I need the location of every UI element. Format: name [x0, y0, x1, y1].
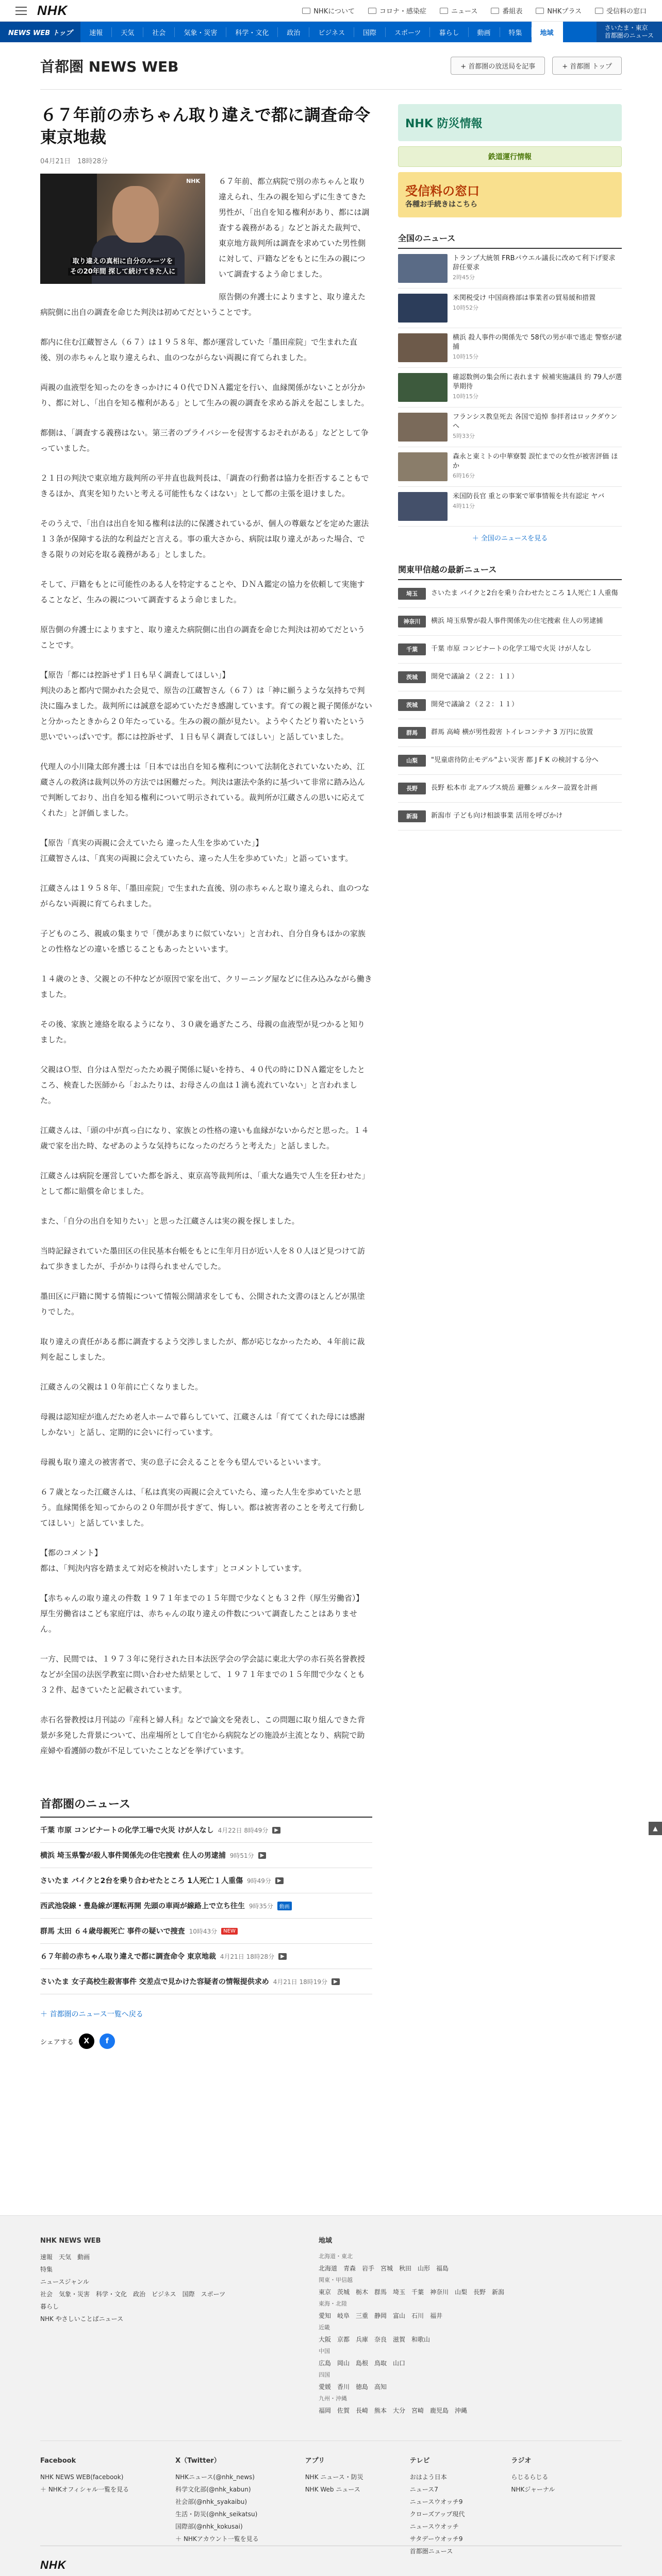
footer-social-link[interactable]: NHKジャーナル	[511, 2486, 555, 2493]
article-paragraph: 都内に住む江蔵智さん（６７）は１９５８年、都が運営していた「墨田産院」で生まれた直後、別の赤ちゃんと取り違えられ、血のつながらない両親に育てられました。	[40, 337, 358, 363]
top-links	[302, 6, 647, 15]
article-paragraph: 江蔵さんは病院を運営していた都を訴え、東京高等裁判所は、「重大な過失で人生を狂わせた」として都に賠償を命じました。	[40, 1171, 370, 1196]
link-icon	[491, 8, 499, 14]
footer-link[interactable]: 特集	[40, 2266, 53, 2273]
main-nav	[0, 22, 662, 42]
news-text	[453, 373, 622, 402]
prefecture-label: 神奈川	[398, 616, 426, 628]
news-headline: 確認数例の集会所に表れます 候補実施議員 約 79人が選挙期待	[453, 374, 622, 391]
article-paragraph: 江蔵さんの父親は１０年前に亡くなりました。	[40, 1382, 203, 1392]
article-paragraph: ６７歳となった江蔵さんは、「私は真実の両親に会えていたら、違った人生を歩めていたと思う。血縁関係を知ってからの２０年間が長すぎて、悔しい。都は被害者のことを考えて行動してほしい」と話していました。	[40, 1487, 365, 1528]
share-bar	[40, 2033, 372, 2049]
nav-item[interactable]: 国際	[354, 27, 386, 37]
article-paragraph: その後、家族と連絡を取るようになり、３０歳を過ぎたころ、母親の血液型が見つかると知りました。	[40, 1020, 366, 1045]
article-title: ６７年前の赤ちゃん取り違えで都に調査命令 東京地裁	[40, 105, 371, 147]
link-icon	[536, 8, 544, 14]
article-paragraph: １４歳のとき、父親との不仲などが原因で家を出て、クリーニング屋などに住み込みながら働きました。	[40, 974, 372, 999]
facebook-share-icon[interactable]: f	[100, 2033, 115, 2049]
prefecture-label: 新潟	[398, 810, 426, 822]
article-paragraph: 一方、民間では、１９７３年に発行された日本法医学会の学会誌に東北大学の赤石英名誉教授などが全国の法医学教室に問い合わせた結果として、１９７１年までの１５年間で少なくとも３２件、起きていたと記載されています。	[40, 1654, 366, 1695]
news-headline: "児童虐待防止モデル"よい災害 都 J F K の検討する分へ	[431, 756, 599, 765]
nav-item[interactable]: 動画	[469, 27, 500, 37]
nav-item[interactable]: 速報	[80, 27, 112, 37]
national-news-item[interactable]	[398, 408, 622, 447]
link-icon	[595, 8, 603, 14]
news-text	[453, 452, 622, 481]
shuto-news-list	[40, 1818, 372, 1994]
photo-caption	[40, 257, 205, 277]
video-icon: ▶	[272, 1827, 280, 1834]
share-label: シェアする	[40, 2038, 74, 2046]
national-news-item[interactable]	[398, 368, 622, 408]
footer-social-link[interactable]: ＋ NHKアカウント一覧を見る	[175, 2535, 259, 2543]
nav-item[interactable]: 天気	[112, 27, 143, 37]
news-thumbnail	[398, 452, 448, 481]
shuto-news-more-link[interactable]: ＋ 首都圏のニュース一覧へ戻る	[40, 2010, 143, 2019]
link-icon	[368, 8, 376, 14]
local-news-list	[398, 580, 622, 831]
top-link-label: ニュース	[451, 8, 478, 15]
footer-social-col	[175, 2454, 259, 2557]
news-headline: 新潟市 子ども向け相談事業 活用を呼びかけ	[431, 812, 563, 820]
video-icon: ▶	[275, 1877, 284, 1884]
footer-news-col	[40, 2234, 288, 2417]
article-paragraph: 江蔵さんは、「頭の中が真っ白になり、家族との性格の違いも血縁がないからだと思った。１４歳で家を出た時、なぜあのような気持ちになったのだろうと考えた」と話しました。	[40, 1126, 369, 1151]
news-list-item[interactable]	[40, 1919, 372, 1944]
top-link[interactable]	[440, 6, 477, 15]
nav-item[interactable]: 地域	[532, 22, 563, 42]
news-date: 10時52分	[453, 304, 478, 312]
local-news-item[interactable]	[398, 608, 622, 636]
footer-social-title: Facebook	[40, 2457, 76, 2465]
article-paragraph: 都側は、「調査する義務はない。第三者のプライバシーを侵害するおそれがある」などとして争っていました。	[40, 428, 369, 453]
footer-social-link[interactable]: NHK Web ニュース	[305, 2486, 360, 2493]
news-date: 4月21日 18時28分	[220, 1953, 275, 1960]
news-date: 4月21日 18時19分	[273, 1978, 328, 1986]
news-list-item[interactable]	[40, 1893, 372, 1919]
news-text	[453, 413, 622, 442]
footer-social-link[interactable]: ＋ NHKオフィシャル一覧を見る	[40, 2486, 129, 2493]
footer-region-heading: 東海・北陸	[319, 2300, 347, 2307]
nav-item[interactable]: 気象・災害	[175, 27, 226, 37]
footer-social-link[interactable]: NHK ニュース・防災	[305, 2473, 363, 2481]
article-paragraph: 取り違えの責任がある都に調査するよう交渉しましたが、都が応じなかったため、４年前に裁判を起こしました。	[40, 1337, 365, 1362]
x-share-icon[interactable]: X	[79, 2033, 94, 2049]
footer-social-link[interactable]: 科学文化部(@nhk_kabun)	[175, 2486, 251, 2493]
region-stations-button[interactable]: + 首都圏の放送局を記事	[451, 57, 545, 75]
news-thumbnail	[398, 373, 448, 402]
news-headline: ６７年前の赤ちゃん取り違えで都に調査命令 東京地裁	[40, 1953, 216, 1961]
footer-region-heading: 北海道・東北	[319, 2253, 353, 2260]
news-thumbnail	[398, 294, 448, 323]
jushinryo-title: 受信料の窓口	[405, 183, 479, 198]
footer-region-heading: 九州・沖縄	[319, 2395, 347, 2402]
news-date: 6時16分	[453, 472, 475, 480]
news-list-item[interactable]	[40, 1969, 372, 1994]
train-info-label: 鉄道運行情報	[488, 153, 532, 161]
local-news-item[interactable]	[398, 775, 622, 803]
video-icon: ▶	[258, 1852, 267, 1859]
nav-item[interactable]: 科学・文化	[226, 27, 278, 37]
footer-social-link[interactable]: クローズアップ現代	[409, 2511, 465, 2518]
news-headline: さいたま 女子高校生殺害事件 交差点で見かけた容疑者の情報提供求め	[40, 1978, 269, 1987]
news-headline: 米国防長官 重との事案で軍事情報を共有認定 ヤバ	[453, 493, 605, 500]
prefecture-label: 千葉	[398, 643, 426, 655]
news-text	[453, 294, 595, 323]
footer-social-link[interactable]: 生活・防災(@nhk_seikatsu)	[175, 2511, 258, 2518]
local-news-item[interactable]	[398, 719, 622, 747]
news-text	[453, 333, 622, 362]
nav-item[interactable]: スポーツ	[386, 27, 430, 37]
footer-social-link[interactable]: ニュース7	[409, 2486, 438, 2493]
footer-region-links[interactable]: 福岡 佐賀 長崎 熊本 大分 宮崎 鹿児島 沖縄	[319, 2407, 468, 2414]
link-icon	[302, 8, 310, 14]
news-headline: トランプ大統領 FRBパウエル議長に改めて利下げ要求 辞任要求	[453, 255, 616, 272]
news-thumbnail	[398, 413, 448, 442]
footer-social-link[interactable]: サタデーウオッチ9	[409, 2535, 463, 2543]
footer-social-col	[305, 2454, 363, 2557]
top-link-label: 受信料の窓口	[606, 8, 647, 15]
news-date: 9時51分	[229, 1852, 254, 1859]
prefecture-label: 埼玉	[398, 588, 426, 600]
footer-social-link[interactable]: らじるらじる	[511, 2473, 549, 2481]
footer-region-title: 地域	[319, 2237, 333, 2245]
national-news-title: 全国のニュース	[398, 232, 622, 249]
region-selector-line: 首都圏のニュース	[604, 32, 654, 39]
footer-link[interactable]: ニュースジャンル	[40, 2278, 89, 2285]
nav-item[interactable]: 暮らし	[430, 27, 468, 37]
national-more-link[interactable]: ＋ 全国のニュースを見る	[472, 535, 548, 543]
article-paragraph: 【都のコメント】 都は、「判決内容を踏まえて対応を検討いたします」とコメントしています。	[40, 1548, 307, 1573]
footer-region-col	[319, 2234, 607, 2417]
news-headline: 千葉 市原 コンビナートの化学工場で火災 けが人なし	[40, 1826, 214, 1835]
news-headline: さいたま バイクと2台を乗り合わせたところ 1人死亡１人重傷	[40, 1877, 243, 1886]
news-date: 9時49分	[246, 1877, 271, 1885]
footer	[0, 2215, 662, 2576]
top-bar	[0, 0, 662, 22]
nav-item[interactable]: 特集	[500, 27, 532, 37]
news-headline: さいたま バイクと2台を乗り合わせたところ 1人死亡１人重傷	[431, 589, 618, 598]
nav-brand[interactable]: NEWS WEB トップ	[0, 22, 80, 42]
sidebar	[398, 104, 622, 2064]
footer-link[interactable]: 社会 気象・災害 科学・文化 政治 ビジネス 国際 スポーツ	[40, 2291, 226, 2298]
news-tag: NEW	[221, 1928, 238, 1935]
nhk-logo[interactable]: NHK	[37, 3, 68, 18]
jushinryo-sub: 各種お手続きはこちら	[405, 200, 477, 209]
article-paragraph: 母親も取り違えの被害者で、実の息子に会えることを今も望んでいるといいます。	[40, 1458, 326, 1467]
footer-region-links[interactable]: 愛知 岐阜 三重 静岡 富山 石川 福井	[319, 2312, 443, 2319]
news-headline: 横浜 埼玉県警が殺人事件関係先の住宅捜索 住人の男逮捕	[40, 1852, 226, 1860]
news-headline: 森永と東ミトの中華寮製 誤忙までの女性が被害評価 ほか	[453, 453, 618, 470]
top-link[interactable]	[302, 6, 355, 15]
article-paragraph: 子どものころ、親戚の集まりで「僕があまりに似ていない」と言われ、自分自身もほかの家族との性格などの違いを感じることもあったといいます。	[40, 929, 366, 954]
footer-link[interactable]: NHK やさしいことばニュース	[40, 2315, 124, 2323]
top-link-label: コロナ・感染症	[379, 8, 426, 15]
footer-region-links[interactable]: 東京 茨城 栃木 群馬 埼玉 千葉 神奈川 山梨 長野 新潟	[319, 2289, 505, 2296]
article-paragraph: 父親はＯ型、自分はＡ型だったため親子関係に疑いを持ち、４０代の時にＤＮＡ鑑定をしたところ、検査した医師から「おふたりは、お母さんの血は１滴も流れていない」と言われました。	[40, 1065, 366, 1106]
footer-social-col	[40, 2454, 129, 2557]
article-paragraph: 【赤ちゃんの取り違えの件数 １９７１年までの１５年間で少なくとも３２件（厚生労働省）】 厚生労働省はこども家庭庁は、赤ちゃんの取り違えの件数について調査したことはありません。	[40, 1594, 364, 1634]
bousai-banner[interactable]	[398, 104, 622, 141]
local-news-item[interactable]	[398, 747, 622, 775]
article-photo[interactable]	[40, 174, 205, 284]
top-link[interactable]	[368, 6, 426, 15]
article-paragraph: 両親の血液型を知ったのをきっかけに４０代でＤＮＡ鑑定を行い、血縁関係がないことが分かり、都に対し、「出自を知る権利がある」として生みの親の調査を求める訴えを起こしました。	[40, 383, 369, 408]
footer-social-link[interactable]: 首都圏ニュース	[409, 2548, 453, 2555]
news-date: 4月22日 8時49分	[218, 1826, 269, 1834]
article	[40, 104, 372, 2064]
footer-social-col	[410, 2454, 465, 2557]
article-paragraph: 墨田区に戸籍に関する情報について情報公開請求をしても、公開された文書のほとんどが黒塗りでした。	[40, 1292, 365, 1317]
article-paragraph: そのうえで、「出自は出自を知る権利は法的に保護されているが、個人の尊厳などを定めた憲法１３条が保障する法的な利益だと言える。事の重大さから、病院は取り違えがあった場合、できる限りの対応を取る義務がある」としました。	[40, 519, 369, 560]
footer-social-col	[511, 2454, 555, 2557]
caption-line: その20年間 探して続けてきた人に	[68, 268, 178, 276]
national-news-item[interactable]	[398, 447, 622, 487]
news-date: 10時43分	[189, 1927, 218, 1935]
news-thumbnail	[398, 492, 448, 521]
footer-link[interactable]: 速報 天気 動画	[40, 2253, 90, 2261]
back-to-top-button[interactable]: ▲	[649, 1822, 662, 1835]
prefecture-label: 長野	[398, 783, 426, 794]
news-date: 10時15分	[453, 353, 478, 361]
prefecture-label: 茨城	[398, 699, 426, 711]
footer-social-link[interactable]: 社会部(@nhk_syakaibu)	[175, 2498, 247, 2505]
national-news-list	[398, 249, 622, 527]
national-news-item[interactable]	[398, 487, 622, 527]
footer-social-link[interactable]: NHKニュース(@nhk_news)	[175, 2473, 255, 2481]
local-news-item[interactable]	[398, 664, 622, 691]
news-headline: 開発で議論２（２２：１１）	[431, 673, 519, 681]
section-title[interactable]: 首都圏 NEWS WEB	[40, 58, 179, 75]
local-news-item[interactable]	[398, 580, 622, 608]
footer-region-heading: 四国	[319, 2371, 330, 2378]
top-link[interactable]	[595, 6, 647, 15]
article-paragraph: ６７年前、都立病院で別の赤ちゃんと取り違えられ、生みの親を知らずに生きてきた男性が、「出自を知る権利があり、都には調査する義務がある」などと訴えた裁判で、東京地方裁判所は調査を求めていた男性側に対して、戸籍などをもとに生みの親について調査するよう命じました。	[219, 177, 370, 279]
news-headline: 横浜 埼玉県警が殺人事件関係先の住宅捜索 住人の男逮捕	[431, 617, 603, 625]
footer-social-link[interactable]: 国際部(@nhk_kokusai)	[175, 2523, 243, 2530]
article-paragraph: 赤石名誉教授は月刊誌の『産科と婦人科』などで論文を発表し、この問題に取り組んできた背景が多発した背景について、出産場所として自宅から病院などの施設が主流となり、病院で助産婦や看護師の数が不足していたことなどを挙げています。	[40, 1715, 366, 1756]
news-text	[453, 254, 622, 283]
article-paragraph: 当時記録されていた墨田区の住民基本台帳をもとに生年月日が近い人を８０人ほど見つけて訪ねて歩きましたが、手がかりは得られませんでした。	[40, 1246, 366, 1272]
article-paragraph: 【原告「都には控訴せず１日も早く調査してほしい」】 判決のあと都内で開かれた会見で、原告の江蔵智さん（６７）は「神に願うような気持ちで判決に臨みました。裁判所には誠意を認めていただき感謝しています。育ての親と親子関係がないと分かったときから２０年たっている。生みの親の顔が見たい。ようやくたどり着いたという思いでいっぱいです。都には控訴せず、１日も早く調査してほしい」と話していました。	[40, 670, 372, 742]
footer-social-link[interactable]: ニュースウオッチ	[409, 2523, 459, 2530]
footer-link[interactable]: 暮らし	[40, 2303, 59, 2310]
news-list-item[interactable]	[40, 1843, 372, 1868]
news-headline: 開発で議論２（２２：１１）	[431, 701, 519, 709]
article-date: 04月21日 18時28分	[40, 158, 108, 166]
news-tag: 動画	[277, 1902, 292, 1910]
news-date: 4時11分	[453, 503, 475, 510]
article-paragraph: そして、戸籍をもとに可能性のある人を特定することや、ＤＮＡ鑑定の協力を依頼して実施することなど、生みの親について調査するよう命じました。	[40, 580, 365, 605]
nav-item[interactable]: 政治	[278, 27, 309, 37]
news-headline: 横浜 殺人事件の関係先で 58代の男が車で逃走 警察が逮捕	[453, 334, 622, 351]
jushinryo-banner[interactable]	[398, 172, 622, 217]
local-news-title: 関東甲信越の最新ニュース	[398, 563, 622, 580]
bousai-banner-label: NHK 防災情報	[405, 117, 483, 130]
news-headline: 西武池袋線・豊島線が運転再開 先頭の車両が線路上で立ち往生	[40, 1902, 245, 1911]
top-link[interactable]	[491, 6, 522, 15]
region-selector[interactable]	[597, 22, 662, 42]
footer-social-title: テレビ	[409, 2457, 430, 2465]
photo-logo: NHK	[186, 178, 200, 185]
article-paragraph: ２１日の判決で東京地方裁判所の平井直也裁判長は、「調査の行動者は協力を拒否することもできるほか、真実を知りたいと考える可能性もなくはない」として都の主張を退けました。	[40, 473, 369, 499]
news-date: 9時35分	[249, 1902, 273, 1910]
footer-region-links[interactable]: 北海道 青森 岩手 宮城 秋田 山形 福島	[319, 2265, 449, 2272]
prefecture-label: 茨城	[398, 671, 426, 683]
footer-region-links[interactable]: 大阪 京都 兵庫 奈良 滋賀 和歌山	[319, 2336, 431, 2343]
article-paragraph: 原告側の弁護士によりますと、取り違えた病院側に出自の調査を命じた判決は初めてだということです。	[40, 292, 366, 317]
prefecture-label: 山梨	[398, 755, 426, 767]
prefecture-label: 群馬	[398, 727, 426, 739]
section-header	[40, 42, 622, 90]
video-icon: ▶	[332, 1978, 340, 1985]
news-date: 10時15分	[453, 393, 478, 400]
news-headline: 千葉 市原 コンビナートの化学工場で火災 けが人なし	[431, 645, 592, 653]
article-paragraph: 江蔵さんは１９５８年、「墨田産院」で生まれた直後、別の赤ちゃんと取り違えられ、血のつながらない両親に育てられました。	[40, 884, 370, 909]
local-news-item[interactable]	[398, 803, 622, 831]
footer-news-title[interactable]: NHK NEWS WEB	[40, 2237, 101, 2245]
footer-nhk-logo[interactable]: NHK	[40, 2558, 67, 2571]
menu-icon[interactable]	[15, 7, 27, 15]
region-selector-line: さいたま・東京	[604, 24, 648, 31]
footer-social-title: アプリ	[305, 2457, 325, 2465]
top-link[interactable]	[536, 6, 582, 15]
news-text	[453, 492, 604, 521]
article-paragraph: 【原告「真実の両親に会えていたら 違った人生を歩めていた」】 江蔵智さんは、「真実の両親に会えていたら、違った人生を歩めていた」と語っています。	[40, 838, 353, 863]
nav-items	[80, 22, 562, 42]
news-thumbnail	[398, 333, 448, 362]
national-news-item[interactable]	[398, 328, 622, 368]
footer-social	[40, 2441, 622, 2557]
nav-item[interactable]: ビジネス	[309, 27, 354, 37]
news-date: 5時33分	[453, 433, 475, 440]
national-news-item[interactable]	[398, 249, 622, 289]
train-info-banner[interactable]	[398, 146, 622, 167]
news-headline: 群馬 高崎 横が男性殺害 トイレコンテナ 3 万円に放置	[431, 728, 593, 737]
news-headline: 米関税受け 中国商務部は事業者の貿易緩和措置	[453, 294, 596, 302]
local-news-item[interactable]	[398, 636, 622, 664]
footer-region-heading: 関東・甲信越	[319, 2277, 353, 2283]
footer-region-heading: 中国	[319, 2348, 330, 2354]
news-headline: フランシス教皇死去 各国で追悼 参拝者はロックダウンへ	[453, 413, 618, 431]
footer-social-link[interactable]: おはよう日本	[409, 2473, 447, 2481]
news-thumbnail	[398, 254, 448, 283]
news-headline: 長野 松本市 北アルプス焼岳 避難シェルター設置を計画	[431, 784, 598, 792]
nav-item[interactable]: 社会	[143, 27, 175, 37]
shuto-news-title: 首都圏のニュース	[40, 1795, 372, 1818]
article-paragraph: また、「自分の出自を知りたい」と思った江蔵さんは実の親を探しました。	[40, 1216, 300, 1226]
caption-line: 取り違えの真相に自分のルーツを	[71, 258, 175, 265]
article-body	[40, 174, 372, 1758]
news-date: 2時45分	[453, 274, 475, 281]
footer-social-title: ラジオ	[511, 2457, 532, 2465]
footer-region-links[interactable]: 広島 岡山 島根 鳥取 山口	[319, 2360, 406, 2367]
article-paragraph: 代理人の小川隆太郎弁護士は「日本では出自を知る権利について法制化されていないため、江蔵さんの救済は裁判以外の方法では困難だった。判決は憲法や条約に基づいて非常に踏み込んで判断しており、出自を知る権利について明示されている。裁判所が江蔵さんの思いに応えてくれた」と評価しました。	[40, 762, 366, 818]
footer-region-links[interactable]: 愛媛 香川 徳島 高知	[319, 2383, 387, 2391]
footer-social-link[interactable]: ニュースウオッチ9	[409, 2498, 463, 2505]
article-paragraph: 原告側の弁護士によりますと、取り違えた病院側に出自の調査を命じた判決は初めてだということです。	[40, 625, 366, 650]
news-list-item[interactable]	[40, 1868, 372, 1893]
video-icon: ▶	[278, 1953, 287, 1960]
news-headline: 群馬 太田 ６４歳母親死亡 事件の疑いで捜査	[40, 1927, 185, 1936]
news-list-item[interactable]	[40, 1944, 372, 1969]
footer-social-link[interactable]: NHK NEWS WEB(facebook)	[40, 2473, 124, 2481]
top-link-label: NHKプラス	[547, 8, 582, 15]
region-top-button[interactable]: + 首都圏 トップ	[552, 57, 622, 75]
national-news-item[interactable]	[398, 289, 622, 328]
article-paragraph: 母親は認知症が進んだため老人ホームで暮らしていて、江蔵さんは「育ててくれた母には感謝しかない」と話し、定期的に会いに行っています。	[40, 1412, 365, 1437]
top-link-label: 番組表	[502, 8, 523, 15]
local-news-item[interactable]	[398, 691, 622, 719]
footer-social-title: X（Twitter）	[175, 2457, 221, 2465]
news-list-item[interactable]	[40, 1818, 372, 1843]
link-icon	[440, 8, 448, 14]
footer-region-heading: 近畿	[319, 2324, 330, 2331]
top-link-label: NHKについて	[313, 8, 355, 15]
